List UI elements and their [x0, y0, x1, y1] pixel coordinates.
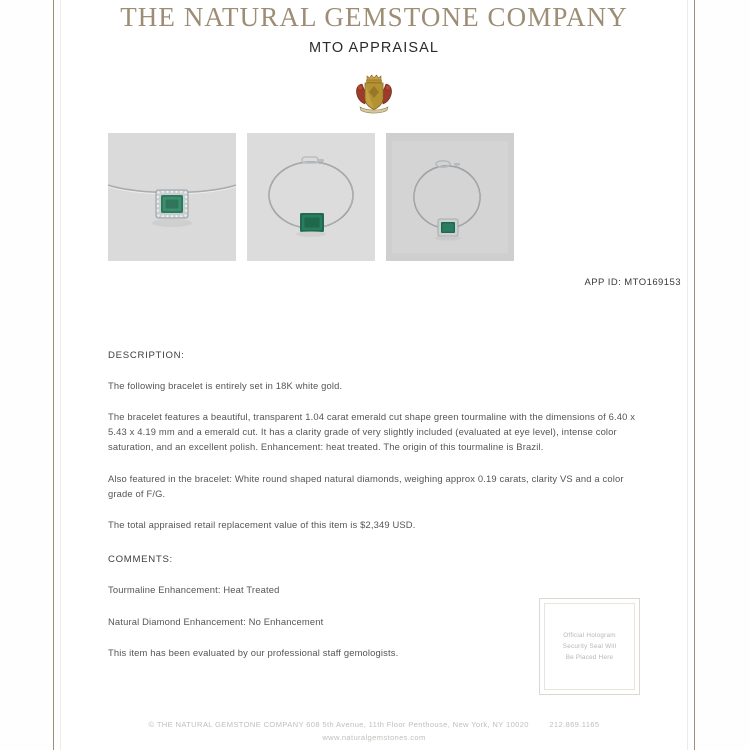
product-image-placeholder-empty	[525, 133, 653, 261]
footer-copyright: © THE NATURAL GEMSTONE COMPANY 608 5th Avenue, 11th Floor Penthouse, New York, NY 10020	[148, 720, 529, 729]
footer-address-line	[61, 720, 687, 729]
comment-line-1: Tourmaline Enhancement: Heat Treated	[108, 584, 280, 596]
left-border-rule	[53, 0, 54, 750]
comment-line-3: This item has been evaluated by our professional staff gemologists.	[108, 646, 399, 658]
app-id-row	[61, 277, 687, 288]
description-heading: DESCRIPTION:	[108, 349, 185, 361]
description-paragraph-4: The total appraised retail replacement value of this item is $2,349 USD.	[108, 519, 416, 531]
company-title: THE NATURAL GEMSTONE COMPANY	[120, 2, 628, 32]
comments-heading: COMMENTS:	[108, 554, 173, 566]
right-faint-rule	[687, 0, 688, 750]
heraldic-crest-icon	[353, 72, 395, 116]
description-paragraph-1: The following bracelet is entirely set in 18K white gold.	[108, 379, 343, 391]
app-id-label: APP ID: MTO169153	[584, 276, 681, 288]
description-paragraph-2: The bracelet features a beautiful, transparent 1.04 carat emerald cut shape green tourmaline with the dimensions of 6.40 x 5.43 x 4.19 mm and a emerald cut. It has a clarity grade of very slightly included (evaluated at eye level), intense color saturation, and an excellent polish. Enhancement: heat treated. The origin of this tourmaline is Brazil.	[108, 410, 636, 453]
comment-line-2: Natural Diamond Enhancement: No Enhancement	[108, 615, 324, 627]
seal-line-1: Official Hologram	[563, 631, 616, 639]
product-image-gallery	[61, 133, 687, 261]
description-paragraph-3: Also featured in the bracelet: White round shaped natural diamonds, weighing approx 0.19 carats, clarity VS and a color grade of F/G.	[108, 472, 624, 499]
crest-container	[61, 72, 687, 116]
seal-line-2: Security Seal Will	[562, 642, 617, 650]
page-title: MTO APPRAISAL	[308, 39, 440, 56]
document-masthead	[61, 0, 687, 56]
product-image-full-flat[interactable]	[247, 133, 375, 261]
product-image-full-angled[interactable]	[386, 133, 514, 261]
product-image-closeup[interactable]	[108, 133, 236, 261]
hologram-seal-placeholder	[539, 598, 640, 695]
right-border-rule	[694, 0, 695, 750]
hologram-seal-inner	[544, 603, 635, 690]
footer-phone: 212.869.1165	[549, 720, 600, 729]
document-footer	[61, 720, 687, 742]
seal-line-3: Be Placed Here	[565, 654, 614, 661]
footer-website[interactable]: www.naturalgemstones.com	[322, 733, 426, 742]
hologram-seal-text	[563, 630, 617, 663]
